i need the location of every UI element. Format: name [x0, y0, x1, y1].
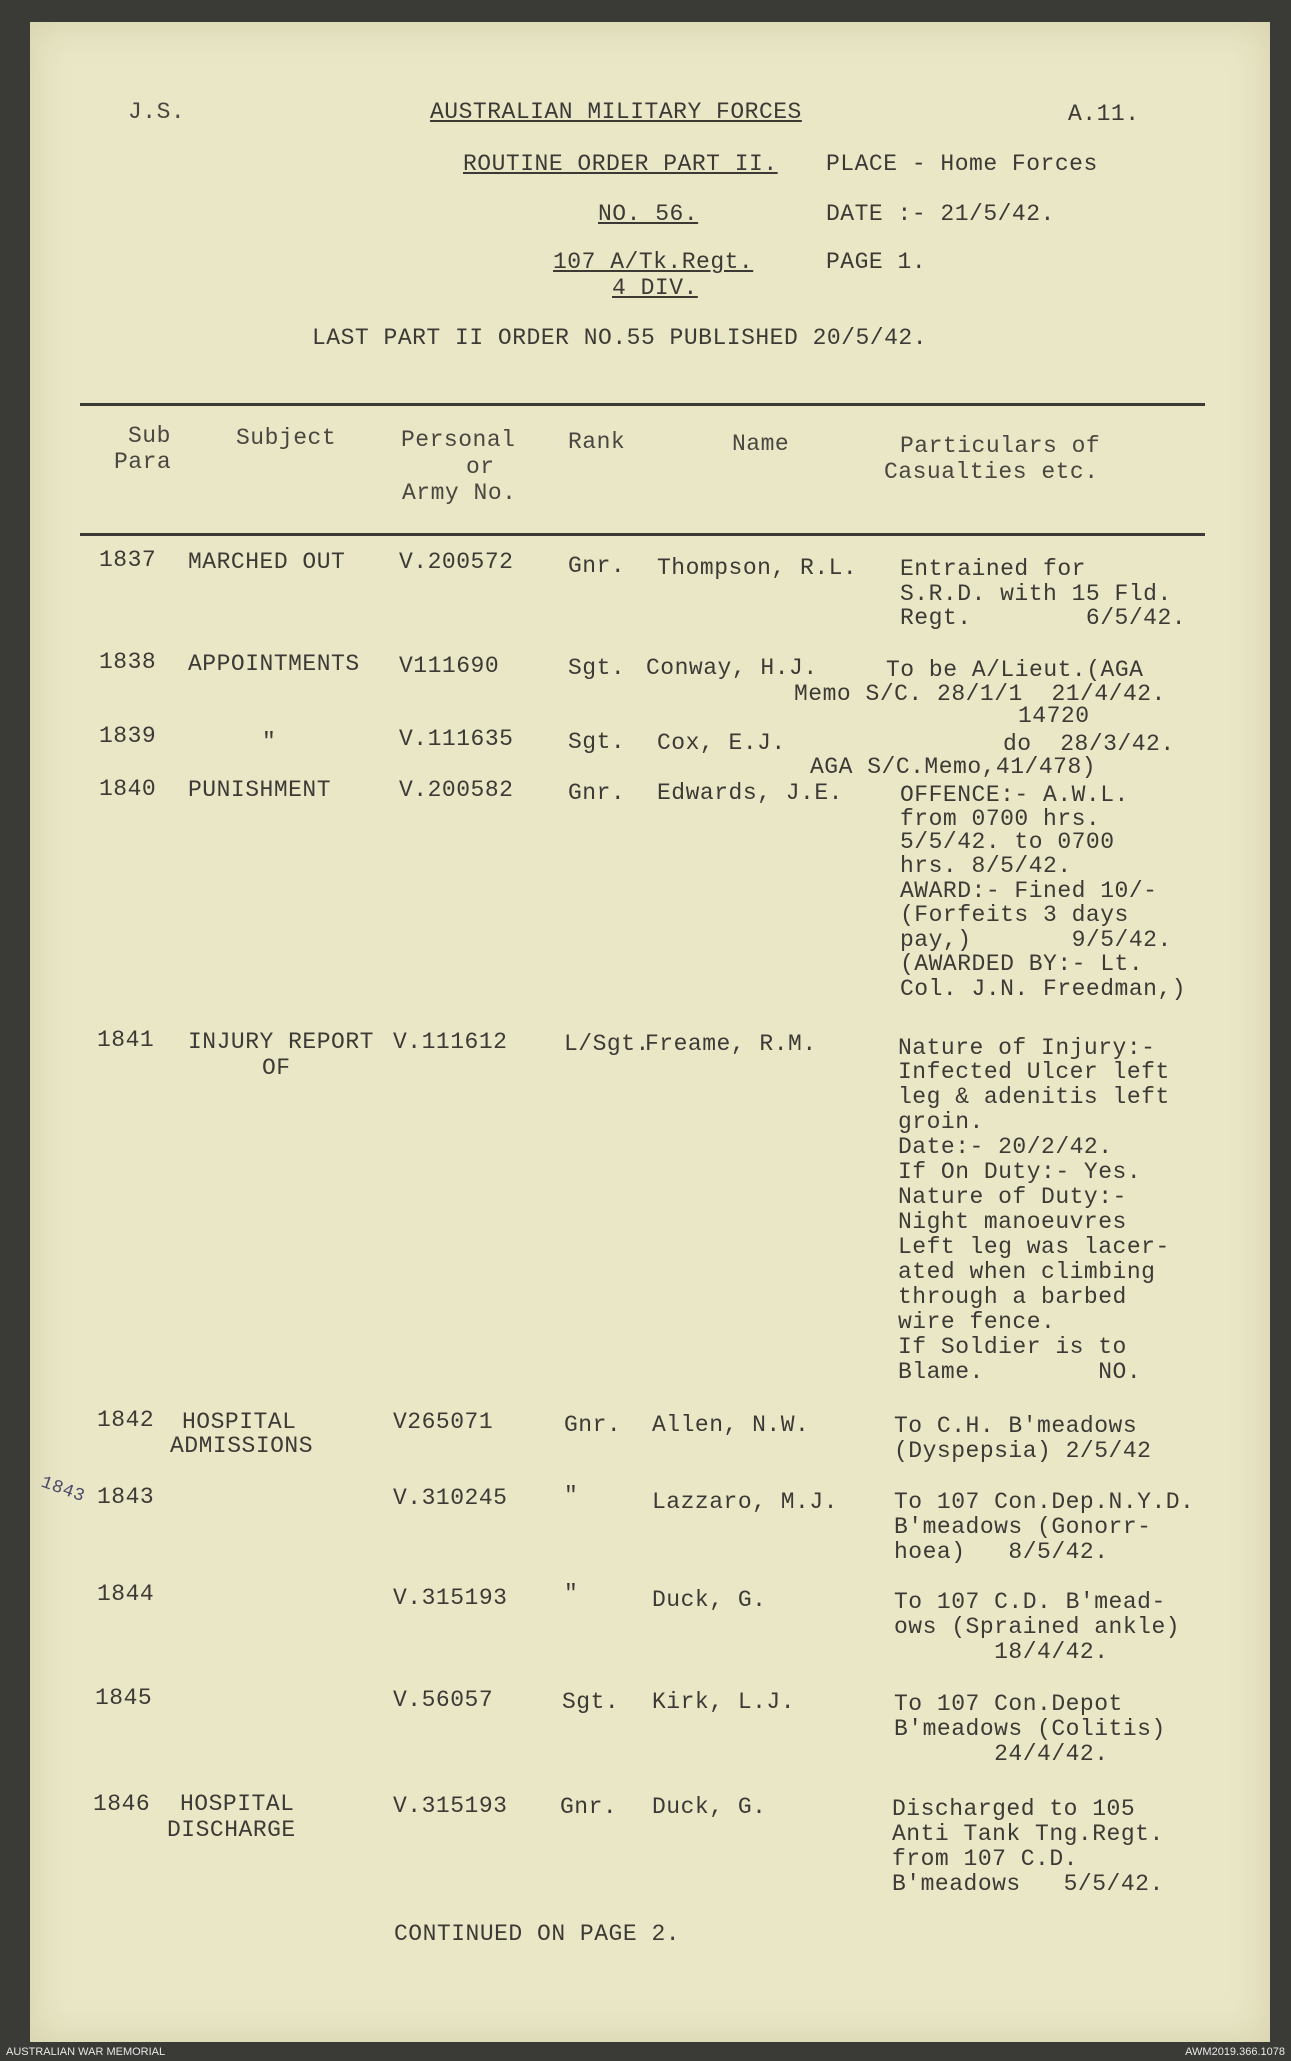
- name-1846: Duck, G.: [652, 1794, 767, 1820]
- particulars-1837-1: Entrained for: [900, 556, 1086, 582]
- particulars-1841-13: If Soldier is to: [898, 1334, 1127, 1360]
- page-number: PAGE 1.: [826, 249, 927, 275]
- note-1838: 14720: [1018, 703, 1090, 729]
- subject-1839: ": [262, 729, 277, 755]
- header-bottom-rule: [80, 533, 1205, 536]
- particulars-1841-8: Night manoeuvres: [898, 1209, 1127, 1235]
- particulars-1840-2: from 0700 hrs.: [900, 806, 1101, 832]
- particulars-1843-2: B'meadows (Gonorr-: [894, 1514, 1152, 1540]
- particulars-1838-1: To be A/Lieut.(AGA: [886, 657, 1144, 683]
- number-1840: V.200582: [399, 777, 514, 803]
- particulars-1845-3: 24/4/42.: [894, 1741, 1109, 1767]
- particulars-1843-3: hoea) 8/5/42.: [894, 1539, 1109, 1565]
- particulars-1841-9: Left leg was lacer-: [898, 1234, 1170, 1260]
- col-rank: Rank: [568, 429, 626, 455]
- particulars-1841-10: ated when climbing: [898, 1259, 1156, 1285]
- para-1837: 1837: [99, 547, 157, 573]
- particulars-1843-1: To 107 Con.Dep.N.Y.D.: [894, 1489, 1195, 1515]
- para-1839: 1839: [99, 723, 157, 749]
- continued-note: CONTINUED ON PAGE 2.: [394, 1921, 681, 1947]
- particulars-1840-8: (AWARDED BY:- Lt.: [900, 951, 1144, 977]
- particulars-1844-1: To 107 C.D. B'mead-: [894, 1589, 1166, 1615]
- name-1838: Conway, H.J.: [646, 655, 818, 681]
- particulars-1841-1: Nature of Injury:-: [898, 1035, 1156, 1061]
- number-1838: V111690: [399, 653, 500, 679]
- col-particulars-1: Particulars of: [900, 433, 1101, 459]
- particulars-1841-2: Infected Ulcer left: [898, 1059, 1170, 1085]
- particulars-1840-5: AWARD:- Fined 10/-: [900, 878, 1158, 904]
- name-1842: Allen, N.W.: [652, 1412, 810, 1438]
- col-subject: Subject: [236, 425, 337, 451]
- particulars-1838-2: Memo S/C. 28/1/1 21/4/42.: [794, 681, 1166, 707]
- name-1839: Cox, E.J.: [657, 730, 786, 756]
- archive-credit: AUSTRALIAN WAR MEMORIAL: [6, 2046, 166, 2058]
- note-1839: AGA S/C.Memo,41/478): [810, 754, 1097, 780]
- rank-1839: Sgt.: [568, 729, 626, 755]
- para-1844: 1844: [97, 1581, 155, 1607]
- particulars-1846-1: Discharged to 105: [892, 1796, 1136, 1822]
- particulars-1840-9: Col. J.N. Freedman,): [900, 976, 1187, 1002]
- para-1838: 1838: [99, 649, 157, 675]
- rank-1845: Sgt.: [562, 1689, 620, 1715]
- particulars-1841-4: groin.: [898, 1109, 984, 1135]
- col-particulars-2: Casualties etc.: [884, 459, 1099, 485]
- particulars-1840-7: pay,) 9/5/42.: [900, 927, 1172, 953]
- form-code: A.11.: [1068, 101, 1140, 127]
- name-1840: Edwards, J.E.: [657, 780, 843, 806]
- particulars-1841-6: If On Duty:- Yes.: [898, 1159, 1142, 1185]
- particulars-1841-3: leg & adenitis left: [898, 1084, 1170, 1110]
- particulars-1844-3: 18/4/42.: [894, 1639, 1109, 1665]
- subject-1846-2: DISCHARGE: [167, 1817, 296, 1843]
- number-1843: V.310245: [393, 1485, 508, 1511]
- particulars-1844-2: ows (Sprained ankle): [894, 1614, 1181, 1640]
- number-1841: V.111612: [393, 1029, 508, 1055]
- col-sub-para-1: Sub: [128, 423, 171, 449]
- particulars-1837-2: S.R.D. with 15 Fld.: [900, 581, 1172, 607]
- para-1842: 1842: [97, 1407, 155, 1433]
- particulars-1841-14: Blame. NO.: [898, 1359, 1142, 1385]
- particulars-1840-6: (Forfeits 3 days: [900, 902, 1129, 928]
- para-1846: 1846: [93, 1791, 151, 1817]
- para-1843: 1843: [97, 1484, 155, 1510]
- particulars-1841-12: wire fence.: [898, 1309, 1056, 1335]
- rank-1846: Gnr.: [560, 1794, 618, 1820]
- rank-1842: Gnr.: [564, 1412, 622, 1438]
- archive-id: AWM2019.366.1078: [1185, 2046, 1285, 2058]
- number-1846: V.315193: [393, 1793, 508, 1819]
- particulars-1841-5: Date:- 20/2/42.: [898, 1134, 1113, 1160]
- particulars-1840-3: 5/5/42. to 0700: [900, 829, 1115, 855]
- particulars-1846-4: B'meadows 5/5/42.: [892, 1871, 1164, 1897]
- name-1841: Freame, R.M.: [645, 1031, 817, 1057]
- rank-1841: L/Sgt.: [564, 1031, 650, 1057]
- subject-1842-2: ADMISSIONS: [170, 1433, 314, 1459]
- order-date: DATE :- 21/5/42.: [826, 201, 1055, 227]
- unit: 107 A/Tk.Regt.: [553, 249, 754, 275]
- number-1845: V.56057: [393, 1687, 494, 1713]
- subject-1841-1: INJURY REPORT: [188, 1029, 374, 1055]
- particulars-1845-1: To 107 Con.Depot: [894, 1691, 1123, 1717]
- col-personal-1: Personal: [401, 427, 516, 453]
- particulars-1841-11: through a barbed: [898, 1284, 1127, 1310]
- particulars-1840-1: OFFENCE:- A.W.L.: [900, 782, 1129, 808]
- number-1839: V.111635: [399, 726, 514, 752]
- subject-1838: APPOINTMENTS: [188, 651, 360, 677]
- particulars-1842-2: (Dyspepsia) 2/5/42: [894, 1438, 1152, 1464]
- col-name: Name: [732, 431, 790, 457]
- document-title: AUSTRALIAN MILITARY FORCES: [430, 99, 802, 125]
- rank-1837: Gnr.: [568, 553, 626, 579]
- subject-1837: MARCHED OUT: [188, 549, 346, 575]
- col-personal-2: or: [466, 454, 495, 480]
- col-personal-3: Army No.: [402, 480, 517, 506]
- particulars-1846-3: from 107 C.D.: [892, 1846, 1078, 1872]
- subject-1840: PUNISHMENT: [188, 777, 332, 803]
- name-1837: Thompson, R.L.: [657, 555, 858, 581]
- place: PLACE - Home Forces: [826, 151, 1098, 177]
- col-sub-para-2: Para: [114, 449, 172, 475]
- particulars-1841-7: Nature of Duty:-: [898, 1184, 1127, 1210]
- subject-1842-1: HOSPITAL: [182, 1409, 297, 1435]
- particulars-1839-1: do 28/3/42.: [1003, 731, 1175, 757]
- subject-1841-2: OF: [262, 1055, 291, 1081]
- number-1844: V.315193: [393, 1585, 508, 1611]
- rank-1843: ": [564, 1483, 579, 1509]
- name-1844: Duck, G.: [652, 1587, 767, 1613]
- rank-1844: ": [564, 1581, 579, 1607]
- rank-1838: Sgt.: [568, 655, 626, 681]
- para-1840: 1840: [99, 776, 157, 802]
- name-1845: Kirk, L.J.: [652, 1689, 796, 1715]
- number-1837: V.200572: [399, 549, 514, 575]
- division: 4 DIV.: [612, 275, 698, 301]
- rank-1840: Gnr.: [568, 780, 626, 806]
- particulars-1845-2: B'meadows (Colitis): [894, 1716, 1166, 1742]
- header-top-rule: [80, 403, 1205, 406]
- para-1845: 1845: [95, 1685, 153, 1711]
- archive-footer-bar: [0, 2042, 1291, 2061]
- particulars-1837-3: Regt. 6/5/42.: [900, 605, 1187, 631]
- order-type: ROUTINE ORDER PART II.: [463, 151, 778, 177]
- para-1841: 1841: [97, 1027, 155, 1053]
- margin-note: 1843: [38, 1472, 88, 1508]
- particulars-1840-4: hrs. 8/5/42.: [900, 853, 1072, 879]
- name-1843: Lazzaro, M.J.: [652, 1489, 838, 1515]
- last-order-line: LAST PART II ORDER NO.55 PUBLISHED 20/5/42.: [312, 325, 927, 351]
- number-1842: V265071: [393, 1409, 494, 1435]
- order-number: NO. 56.: [598, 201, 699, 227]
- particulars-1842-1: To C.H. B'meadows: [894, 1413, 1138, 1439]
- subject-1846-1: HOSPITAL: [180, 1791, 295, 1817]
- file-code: J.S.: [128, 99, 186, 125]
- particulars-1846-2: Anti Tank Tng.Regt.: [892, 1821, 1164, 1847]
